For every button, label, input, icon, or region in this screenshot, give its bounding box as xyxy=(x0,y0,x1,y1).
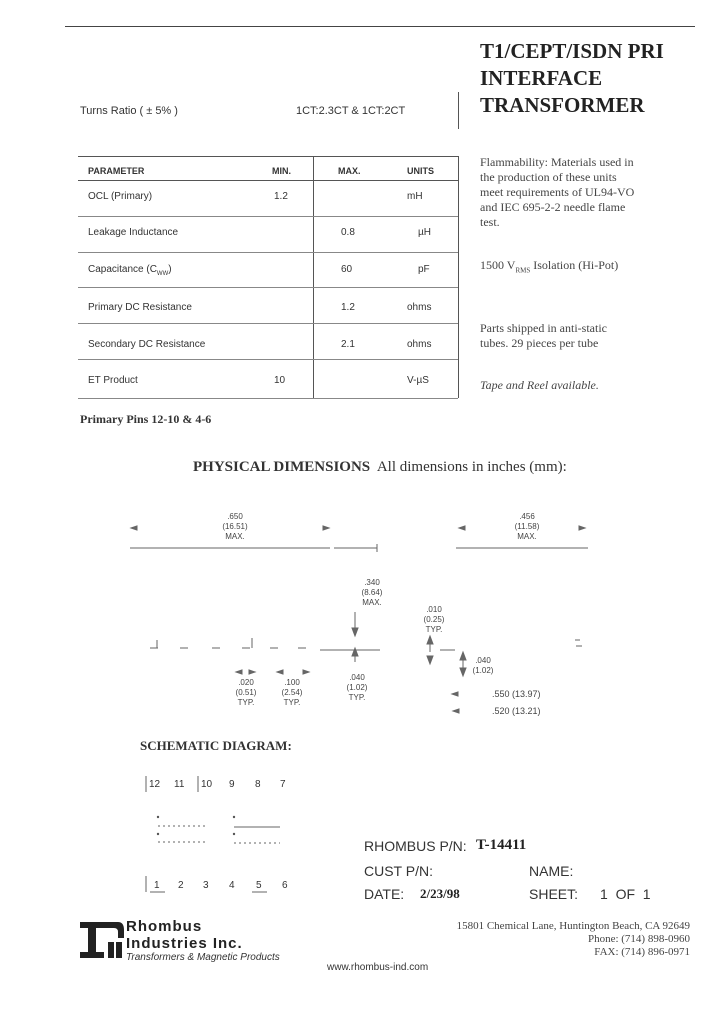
pin-label: 6 xyxy=(282,880,288,891)
pin-label: 3 xyxy=(203,880,209,891)
table-row-units: pF xyxy=(418,264,430,275)
pin-label: 12 xyxy=(149,779,161,790)
flammability-note: Flammability: Materials used in the production of these units meet requirements of UL94-VO and IEC 695-2-2 needle flame test. xyxy=(480,155,635,229)
title-line-1: T1/CEPT/ISDN PRI xyxy=(480,39,664,63)
primary-pins-note: Primary Pins 12-10 & 4-6 xyxy=(80,412,212,426)
title-line-3: TRANSFORMER xyxy=(480,93,645,117)
table-row-units: µH xyxy=(418,227,431,238)
dim-lead-thickness: .010 (0.25) TYP. xyxy=(423,605,445,634)
pin-label: 7 xyxy=(280,779,286,790)
pin-label: 1 xyxy=(154,880,160,891)
table-row-min: 10 xyxy=(274,375,286,386)
packaging-note: Parts shipped in anti-static tubes. 29 pieces per tube xyxy=(480,321,607,350)
pin-label: 5 xyxy=(256,880,262,891)
date-label: DATE: xyxy=(364,886,405,902)
table-row-max: 60 xyxy=(341,264,353,275)
table-row-units: V-µS xyxy=(407,375,429,386)
rhombus-pn-value: T-14411 xyxy=(476,837,527,853)
col-header-min: MIN. xyxy=(272,166,291,176)
rhombus-pn-label: RHOMBUS P/N: xyxy=(364,838,467,854)
pin-label: 4 xyxy=(229,880,235,891)
table-row-units: ohms xyxy=(407,339,432,350)
dim-standoff: .040 (1.02) TYP. xyxy=(346,673,368,702)
date-value: 2/23/98 xyxy=(420,886,460,901)
turns-ratio-label: Turns Ratio ( ± 5% ) xyxy=(80,105,178,117)
company-tagline: Transformers & Magnetic Products xyxy=(126,952,280,963)
dim-lead-height: .040 (1.02) xyxy=(472,656,494,675)
company-address: 15801 Chemical Lane, Huntington Beach, CA 92649 Phone: (714) 898-0960 FAX: (714) 896-0971 xyxy=(456,920,690,958)
table-row-units: mH xyxy=(407,191,423,202)
cust-pn-label: CUST P/N: xyxy=(364,863,433,879)
col-header-units: UNITS xyxy=(407,166,434,176)
company-name: Rhombus Industries Inc. xyxy=(126,918,243,952)
table-row-param: Secondary DC Resistance xyxy=(88,339,206,350)
dim-side-width: .456 (11.58) MAX. xyxy=(514,512,540,541)
table-row-max: 0.8 xyxy=(341,227,355,238)
table-row-param: OCL (Primary) xyxy=(88,191,153,202)
table-row-param: Leakage Inductance xyxy=(88,227,179,238)
table-row-param: ET Product xyxy=(88,375,138,386)
dim-height: .340 (8.64) MAX. xyxy=(361,578,383,607)
pin-label: 2 xyxy=(178,880,184,891)
dim-span-min: .520 (13.21) xyxy=(492,706,541,716)
physical-dimensions-heading: PHYSICAL DIMENSIONS All dimensions in inches (mm): xyxy=(193,459,567,475)
table-row-min: 1.2 xyxy=(274,191,288,202)
sheet-label: SHEET: xyxy=(529,886,579,902)
capacitance-close: ) xyxy=(168,264,172,275)
dim-width: .650 (16.51) MAX. xyxy=(222,512,248,541)
capacitance-label: Capacitance (C xyxy=(88,264,157,275)
table-row-max: 2.1 xyxy=(341,339,355,350)
dim-pitch: .100 (2.54) TYP. xyxy=(281,678,303,707)
dim-lead-width: .020 (0.51) TYP. xyxy=(235,678,257,707)
col-header-parameter: PARAMETER xyxy=(88,166,145,176)
table-row-param: Primary DC Resistance xyxy=(88,302,192,313)
pin-label: 10 xyxy=(201,779,213,790)
table-row-max: 1.2 xyxy=(341,302,355,313)
schematic-title: SCHEMATIC DIAGRAM: xyxy=(140,738,292,753)
tape-reel-note: Tape and Reel available. xyxy=(480,378,599,392)
pin-label: 8 xyxy=(255,779,261,790)
dim-span-max: .550 (13.97) xyxy=(492,689,541,699)
title-line-2: INTERFACE xyxy=(480,66,603,90)
pin-label: 11 xyxy=(174,779,185,790)
name-label: NAME: xyxy=(529,863,574,879)
col-header-max: MAX. xyxy=(338,166,361,176)
pin-label: 9 xyxy=(229,779,235,790)
sheet-value: 1 OF 1 xyxy=(600,886,651,902)
capacitance-subscript: WW xyxy=(156,271,169,277)
table-row-units: ohms xyxy=(407,302,432,313)
turns-ratio-value: 1CT:2.3CT & 1CT:2CT xyxy=(296,105,406,117)
company-website[interactable]: www.rhombus-ind.com xyxy=(327,962,429,973)
isolation-note: 1500 $V_{RMS}$ Isolation (Hi-Pot) xyxy=(480,258,619,275)
